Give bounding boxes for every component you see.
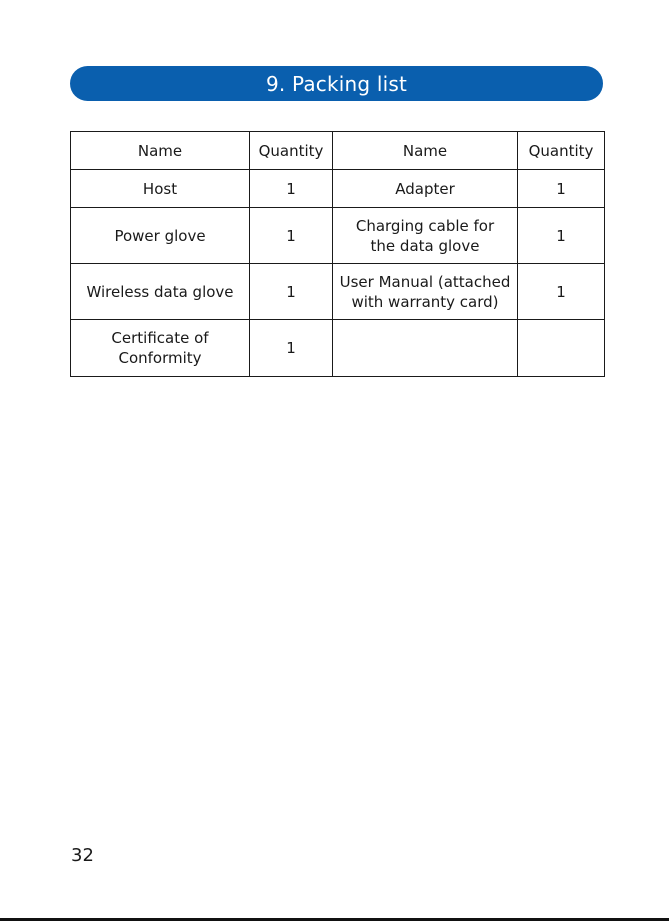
item-name	[333, 208, 518, 264]
item-quantity-empty	[518, 320, 605, 377]
section-header-banner	[70, 66, 603, 101]
item-name: Host	[71, 170, 250, 208]
table-row	[71, 264, 605, 320]
column-header-quantity: Quantity	[518, 132, 605, 170]
packing-list-table	[70, 131, 605, 377]
item-name: User Manual (attached with warranty card)	[333, 264, 518, 320]
item-quantity: 1	[250, 170, 333, 208]
table-header-row	[71, 132, 605, 170]
column-header-quantity: Quantity	[250, 132, 333, 170]
table-row	[71, 170, 605, 208]
item-name	[71, 320, 250, 377]
page-number: 32	[71, 845, 94, 866]
item-name: Power glove	[71, 208, 250, 264]
item-quantity: 1	[518, 208, 605, 264]
item-quantity: 1	[250, 208, 333, 264]
item-name-empty	[333, 320, 518, 377]
item-quantity: 1	[250, 264, 333, 320]
table-row	[71, 320, 605, 377]
item-quantity: 1	[518, 170, 605, 208]
item-quantity: 1	[518, 264, 605, 320]
section-title: 9. Packing list	[265, 71, 408, 96]
item-quantity: 1	[250, 320, 333, 377]
item-name: Adapter	[333, 170, 518, 208]
table-row	[71, 208, 605, 264]
item-name-text: Charging cable for the data glove	[355, 216, 495, 255]
item-name-text: Certificate of Conformity	[111, 329, 209, 367]
column-header-name: Name	[71, 132, 250, 170]
item-name: Wireless data glove	[71, 264, 250, 320]
column-header-name: Name	[333, 132, 518, 170]
